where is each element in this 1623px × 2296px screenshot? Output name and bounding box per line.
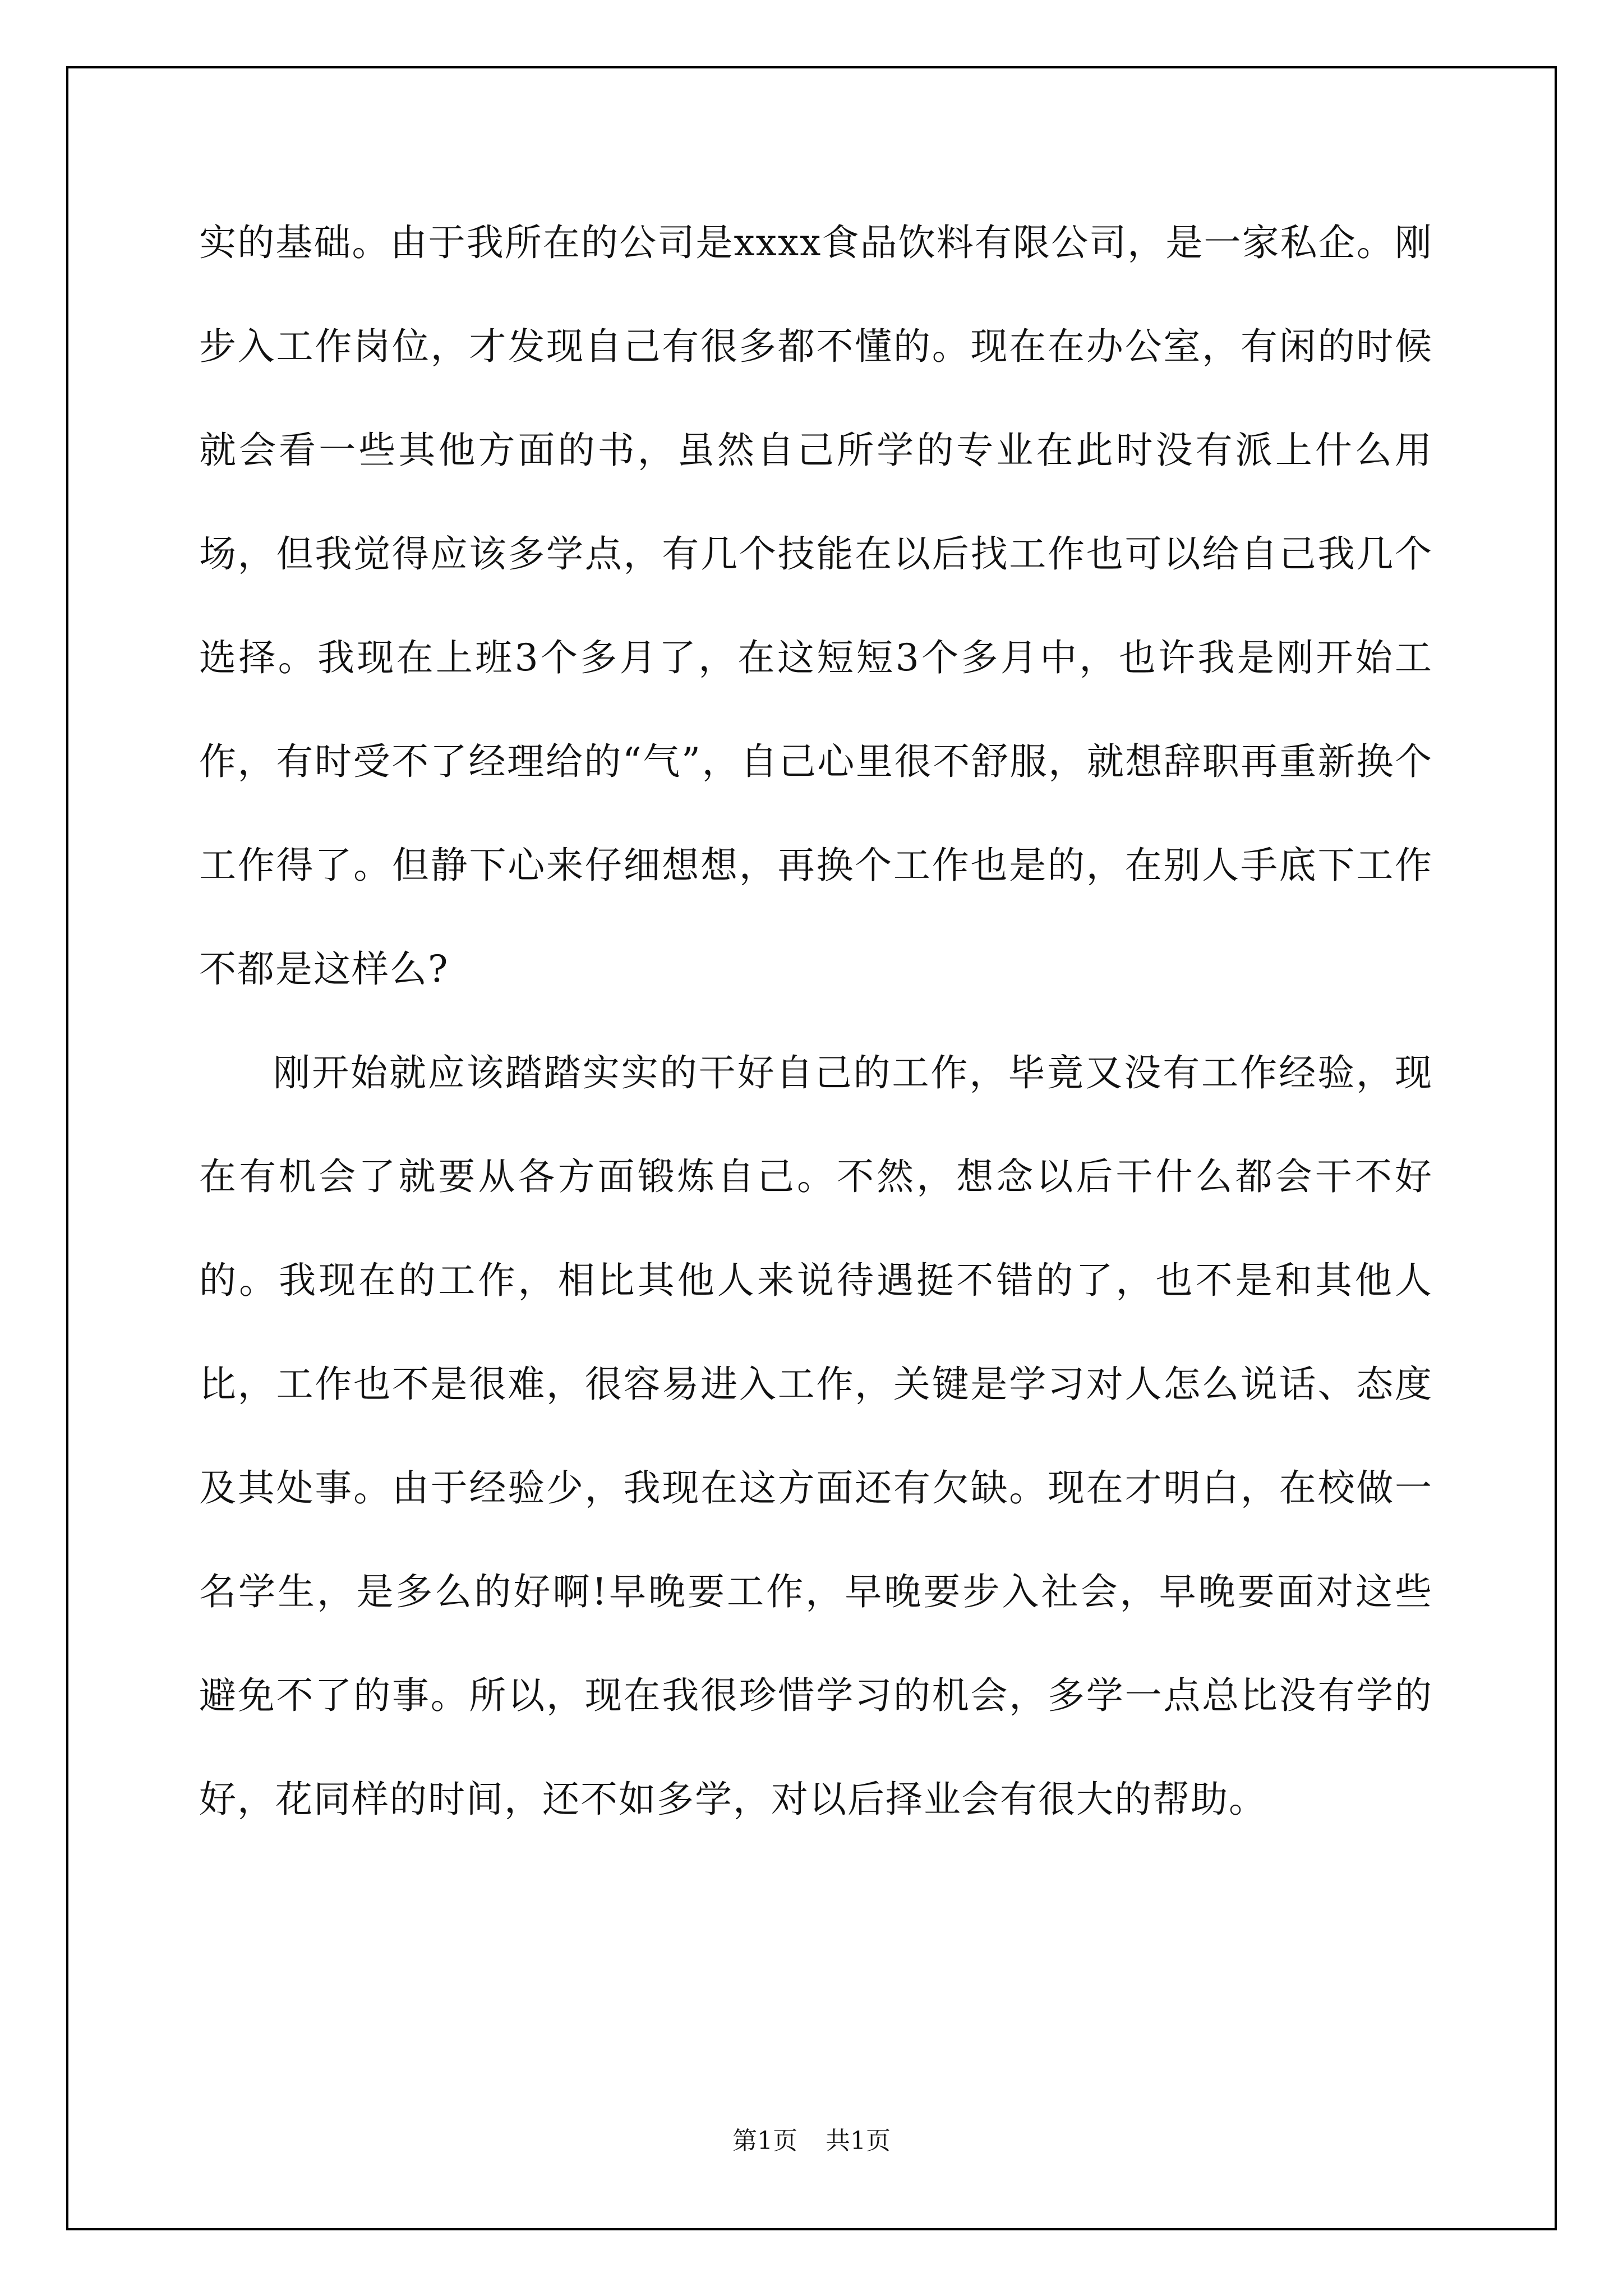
paragraph-2: 刚开始就应该踏踏实实的干好自己的工作，毕竟又没有工作经验，现在有机会了就要从各方面锻炼自己。不然，想念以后干什么都会干不好的。我现在的工作，相比其他人来说待遇挺不错的了，也不是和其他人比，工作也不是很难，很容易进入工作，关键是学习对人怎么说话、态度及其处事。由于经验少，我现在这方面还有欠缺。现在才明白，在校做一名学生，是多么的好啊!早晚要工作，早晚要步入社会，早晚要面对这些避免不了的事。所以，现在我很珍惜学习的机会，多学一点总比没有学的好，花同样的时间，还不如多学，对以后择业会有很大的帮助。 bbox=[199, 1051, 1433, 1821]
page-total: 共1页 bbox=[826, 2127, 891, 2155]
paragraph-1: 实的基础。由于我所在的公司是xxxx食品饮料有限公司，是一家私企。刚步入工作岗位，才发现自己有很多都不懂的。现在在办公室，有闲的时候就会看一些其他方面的书，虽然自己所学的专业在此时没有派上什么用场，但我觉得应该多学点，有几个技能在以后找工作也可以给自己我几个选择。我现在上班3个多月了，在这短短3个多月中，也许我是刚开始工作，有时受不了经理给的“气”，自己心里很不舒服，就想辞职再重新换个工作得了。但静下心来仔细想想，再换个工作也是的，在别人手底下工作不都是这样么? bbox=[199, 221, 1433, 991]
document-body bbox=[199, 191, 1433, 1851]
page-number: 第1页 bbox=[732, 2127, 797, 2155]
page-footer bbox=[0, 2120, 1623, 2156]
